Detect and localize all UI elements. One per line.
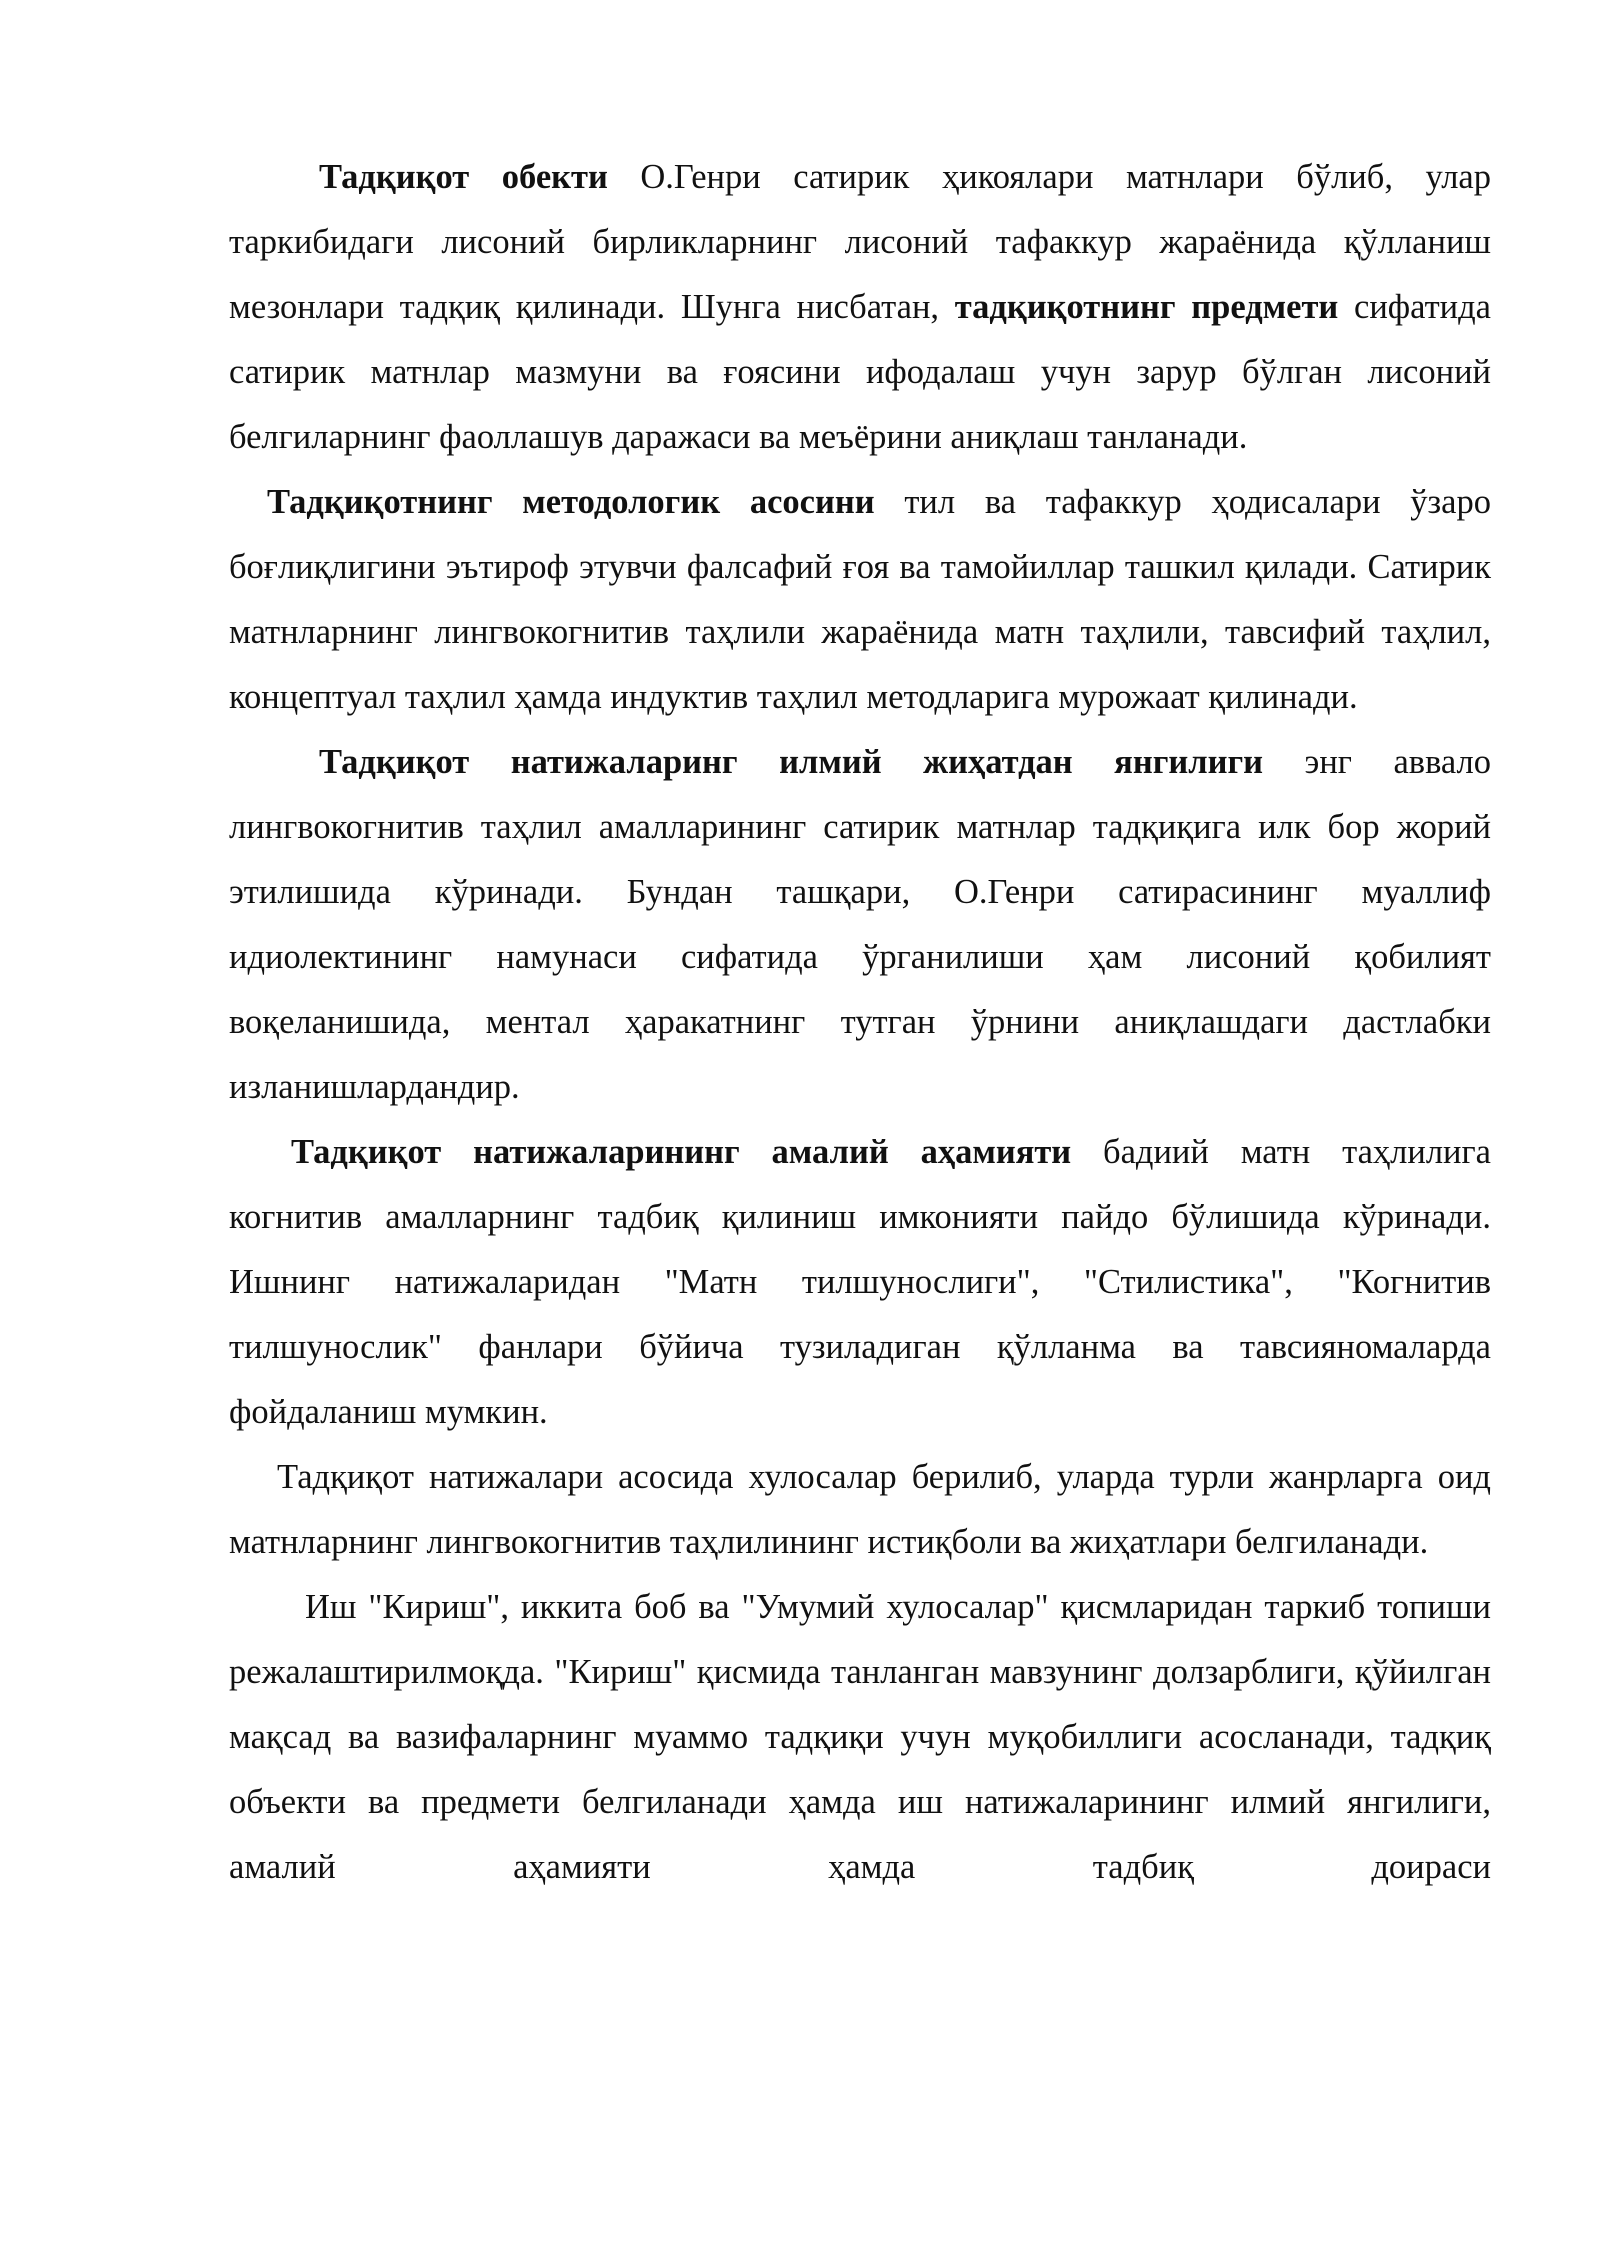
document-page bbox=[229, 145, 1491, 1900]
term-research-object: Тадқиқот обекти bbox=[319, 158, 608, 196]
paragraph-conclusions bbox=[229, 1445, 1491, 1575]
term-scientific-novelty: Тадқиқот натижаларинг илмий жиҳатдан янгилиги bbox=[319, 743, 1264, 781]
paragraph-text: Иш "Кириш", иккита боб ва "Умумий хулосалар" қисмларидан таркиб топиши режалаштирилмоқда. "Кириш" қисмида танланган мавзунинг долзарблиги, қўйилган мақсад ва вазифаларнинг муаммо тадқиқи учун муқобиллиги асосланади, тадқиқ объекти ва предмети белгиланади ҳамда иш натижаларининг илмий янгилиги, амалий аҳамияти ҳамда тадбиқ доираси bbox=[229, 1588, 1491, 1886]
paragraph-practical-value bbox=[229, 1120, 1491, 1445]
paragraph-research-object bbox=[229, 145, 1491, 470]
paragraph-text: тил ва тафаккур ҳодисалари ўзаро боғлиқлигини эътироф этувчи фалсафий ғоя ва тамойиллар ташкил қилади. Сатирик матнларнинг лингвокогнитив таҳлили жараёнида матн таҳлили, тавсифий таҳлил, концептуал таҳлил ҳамда индуктив таҳлил методларига мурожаат қилинади. bbox=[229, 483, 1491, 716]
paragraph-text: Тадқиқот натижалари асосида хулосалар берилиб, уларда турли жанрларга оид матнларнинг лингвокогнитив таҳлилининг истиқболи ва жиҳатлари белгиланади. bbox=[229, 1458, 1491, 1561]
paragraph-text: сифатида сатирик матнлар мазмуни ва ғоясини ифодалаш учун зарур бўлган лисоний белгиларнинг фаоллашув даражаси ва меъёрини аниқлаш танланади. bbox=[229, 288, 1491, 456]
paragraph-structure bbox=[229, 1575, 1491, 1900]
paragraph-scientific-novelty bbox=[229, 730, 1491, 1120]
paragraph-text: энг аввало лингвокогнитив таҳлил амалларининг сатирик матнлар тадқиқига илк бор жорий этилишида кўринади. Бундан ташқари, О.Генри сатирасининг муаллиф идиолектининг намунаси сифатида ўрганилиши ҳам лисоний қобилият воқеланишида, ментал ҳаракатнинг тутган ўрнини аниқлашдаги дастлабки изланишлардандир. bbox=[229, 743, 1491, 1106]
term-research-subject: тадқиқотнинг предмети bbox=[954, 288, 1339, 326]
paragraph-methodology bbox=[229, 470, 1491, 730]
paragraph-text: бадиий матн таҳлилига когнитив амалларнинг тадбиқ қилиниш имконияти пайдо бўлишида кўринади. Ишнинг натижаларидан "Матн тилшунослиги", "Стилистика", "Когнитив тилшунослик" фанлари бўйича тузиладиган қўлланма ва тавсияномаларда фойдаланиш мумкин. bbox=[229, 1133, 1491, 1431]
paragraph-text: О.Генри сатирик ҳикоялари матнлари бўлиб, улар таркибидаги лисоний бирликларнинг лисоний тафаккур жараёнида қўлланиш мезонлари тадқиқ қилинади. Шунга нисбатан, bbox=[229, 158, 1491, 326]
term-methodology: Тадқиқотнинг методологик асосини bbox=[267, 483, 875, 521]
term-practical-value: Тадқиқот натижаларининг амалий аҳамияти bbox=[291, 1133, 1072, 1171]
